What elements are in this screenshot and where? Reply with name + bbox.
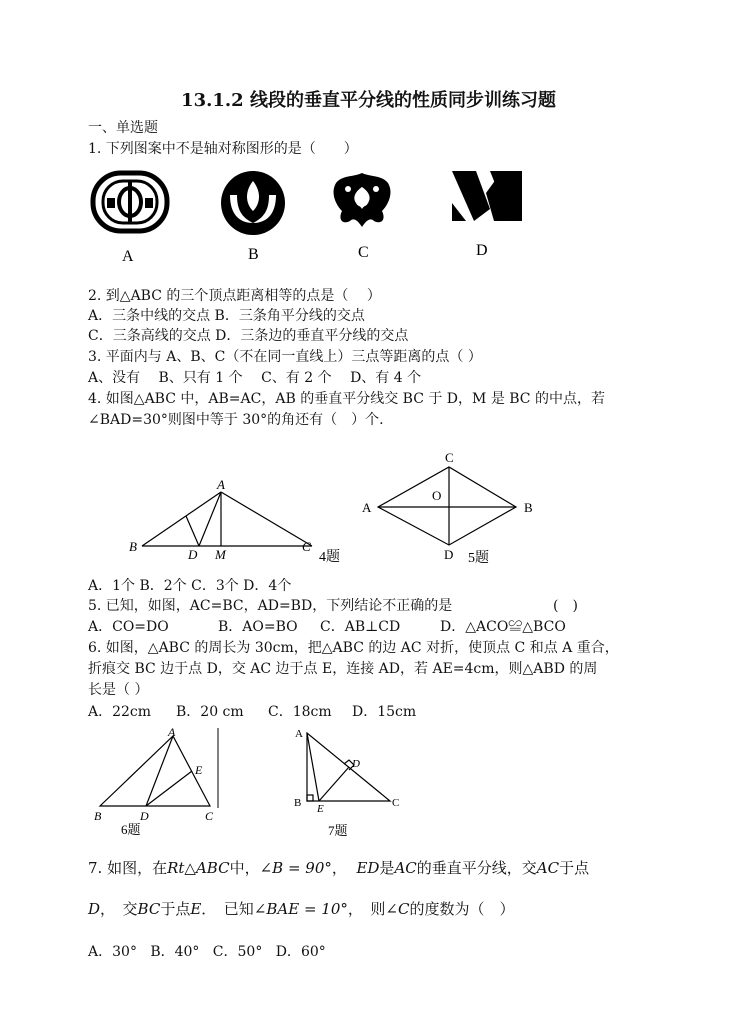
fig4-label-b: B bbox=[129, 539, 137, 554]
q7-segment-bc: BC bbox=[137, 900, 161, 918]
q6-stem-line1: 6. 如图，△ABC 的周长为 30cm，把△ABC 的边 AC 对折，使顶点 C 和点 A 重合， bbox=[88, 640, 619, 656]
q5-answer-paren: ( ) bbox=[553, 598, 578, 614]
q7-stem-line1 bbox=[88, 858, 589, 878]
section-heading: 一、单选题 bbox=[88, 120, 158, 136]
fig5-label-d: D bbox=[444, 547, 454, 562]
q3-stem: 3. 平面内与 A、B、C（不在同一直线上）三点等距离的点（ ） bbox=[88, 349, 482, 365]
q7-option-c-letter: C． bbox=[212, 944, 238, 960]
q1-label-c: C bbox=[358, 244, 369, 261]
q1-option-d-figure bbox=[452, 171, 522, 221]
page-title: 13.1.2 线段的垂直平分线的性质同步训练习题 bbox=[181, 90, 556, 111]
fig4-caption: 4题 bbox=[319, 550, 340, 565]
q6-stem-line3: 长是（ ） bbox=[88, 682, 149, 698]
q7-angle-bae: ∠BAE = 10° bbox=[253, 900, 348, 918]
fig6-label-e: E bbox=[195, 763, 203, 777]
q2-options-line2: C．三条高线的交点 D．三条边的垂直平分线的交点 bbox=[88, 328, 409, 344]
q7-text-1: 7. 如图，在 bbox=[88, 859, 168, 877]
fig7-label-c: C bbox=[392, 797, 400, 809]
fig7-label-b: B bbox=[294, 797, 302, 809]
fig5-label-b: B bbox=[524, 500, 533, 515]
fig6-label-a: A bbox=[168, 725, 176, 739]
q7-text-5: 的垂直平分线，交 bbox=[416, 859, 537, 877]
q6-option-b: B．20 cm bbox=[176, 704, 244, 720]
q2-stem: 2. 到△ABC 的三个顶点距离相等的点是（ ） bbox=[88, 288, 381, 304]
q7-text-9: ． 已知 bbox=[201, 900, 254, 918]
q4-stem-line2: ∠BAD=30°则图中等于 30°的角还有（ ）个. bbox=[88, 412, 384, 428]
fig6-label-c: C bbox=[205, 809, 214, 823]
q7-option-a-value: 30° bbox=[112, 944, 137, 960]
q7-text-8: 于点 bbox=[160, 900, 191, 918]
q7-option-d-letter: D． bbox=[275, 944, 301, 960]
fig5-label-c: C bbox=[445, 450, 454, 465]
q7-text-7: ， 交 bbox=[100, 900, 138, 918]
fig6-label-d: D bbox=[140, 809, 149, 823]
q4-stem-line1: 4. 如图△ABC 中，AB=AC，AB 的垂直平分线交 BC 于 D，M 是 BC 的中点，若 bbox=[88, 391, 605, 407]
q7-option-b-value: 40° bbox=[174, 944, 200, 960]
q7-option-d-value: 60° bbox=[300, 944, 326, 960]
q7-segment-ac-1: AC bbox=[394, 859, 417, 877]
q7-text-2: 中， bbox=[229, 859, 260, 877]
q7-angle-b: ∠B = 90° bbox=[259, 859, 332, 877]
q5-option-b: B．AO=BO bbox=[218, 619, 298, 635]
q7-segment-ed: ED bbox=[356, 859, 380, 877]
fig7-label-e: E bbox=[317, 803, 324, 815]
q5-option-c: C．AB⊥CD bbox=[320, 619, 401, 635]
fig6-fig7-figures bbox=[88, 724, 418, 842]
q7-point-e: E bbox=[190, 900, 202, 918]
q5-option-d: D．△ACO≌△BCO bbox=[440, 619, 566, 635]
q7-text-6: 于点 bbox=[559, 859, 590, 877]
fig4-label-m: M bbox=[215, 547, 226, 562]
fig5-label-o: O bbox=[432, 488, 442, 503]
fig4-fig5-figures bbox=[120, 445, 550, 570]
fig5-caption: 5题 bbox=[468, 551, 489, 566]
q1-option-c-figure bbox=[334, 173, 391, 227]
q1-option-b-figure bbox=[221, 171, 285, 235]
fig5-rhombus bbox=[378, 467, 516, 545]
q7-angle-c: ∠C bbox=[385, 900, 410, 918]
fig6-label-b: B bbox=[94, 809, 102, 823]
q1-figures bbox=[90, 165, 540, 270]
q7-text-10: ， 则 bbox=[347, 900, 386, 918]
q7-segment-ac-2: AC bbox=[536, 859, 560, 877]
q7-rt-triangle: Rt△ABC bbox=[167, 859, 230, 877]
fig4-label-a: A bbox=[217, 477, 225, 492]
q7-option-b-letter: B． bbox=[150, 944, 175, 960]
q6-option-d: D．15cm bbox=[352, 704, 417, 720]
q4-options: A．1个 B．2个 C．3个 D．4个 bbox=[88, 578, 292, 594]
q1-stem: 1. 下列图案中不是轴对称图形的是（ ） bbox=[88, 141, 358, 157]
fig4-triangle bbox=[142, 492, 312, 546]
q5-stem: 5. 已知，如图，AC=BC，AD=BD，下列结论不正确的是 bbox=[88, 598, 453, 614]
fig7-caption: 7题 bbox=[328, 823, 348, 838]
fig7-label-a: A bbox=[295, 728, 303, 740]
q7-option-c-value: 50° bbox=[237, 944, 263, 960]
fig6-caption: 6题 bbox=[121, 822, 141, 837]
q7-option-a-letter: A． bbox=[88, 944, 113, 960]
q2-options-line1: A．三条中线的交点 B．三条角平分线的交点 bbox=[88, 308, 365, 324]
q7-point-d: D bbox=[88, 900, 101, 918]
fig4-label-d: D bbox=[188, 547, 198, 562]
fig7-label-d: D bbox=[352, 758, 360, 770]
fig7-triangle bbox=[307, 733, 390, 801]
q7-text-11: 的度数为（ ） bbox=[409, 900, 515, 918]
q7-text-3: ， bbox=[331, 859, 347, 877]
q1-option-a-figure bbox=[93, 173, 167, 231]
q6-stem-line2: 折痕交 BC 边于点 D，交 AC 边于点 E，连接 AD，若 AE=4cm，则△ABD 的周 bbox=[88, 661, 598, 677]
q7-stem-line2 bbox=[88, 899, 514, 919]
q5-option-a: A．CO=DO bbox=[88, 619, 169, 635]
fig6-triangle bbox=[100, 736, 210, 806]
fig4-label-c: C bbox=[302, 539, 311, 554]
q6-option-c: C．18cm bbox=[268, 704, 332, 720]
q3-options: A、没有 B、只有 1 个 C、有 2 个 D、有 4 个 bbox=[88, 370, 422, 386]
q1-label-a: A bbox=[122, 248, 134, 265]
fig5-label-a: A bbox=[362, 500, 372, 515]
q1-label-d: D bbox=[476, 242, 488, 259]
q1-label-b: B bbox=[248, 246, 259, 263]
q7-options bbox=[88, 942, 326, 962]
q6-option-a: A．22cm bbox=[88, 704, 152, 720]
q7-text-4: 是 bbox=[379, 859, 395, 877]
